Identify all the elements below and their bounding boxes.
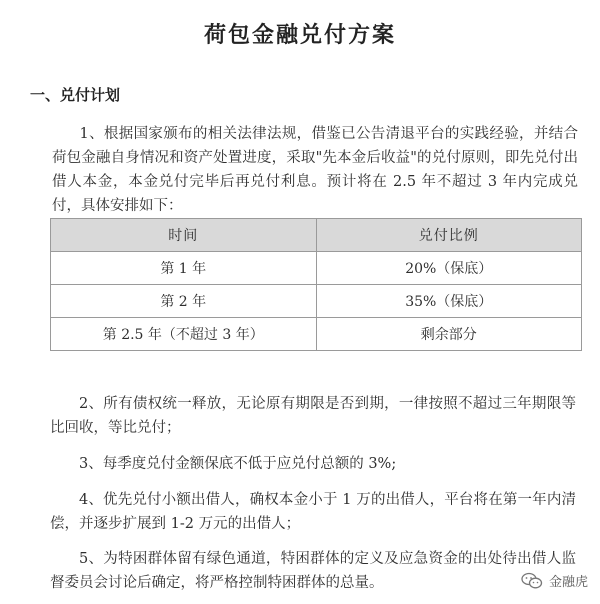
paragraph-5: 5、为特困群体留有绿色通道，特困群体的定义及应急资金的出处待出借人监督委员会讨论后确定，将严格控制特困群体的总量。 bbox=[50, 551, 576, 591]
table-header-row bbox=[51, 219, 582, 252]
watermark bbox=[521, 571, 588, 590]
cell-time: 第 1 年 bbox=[51, 252, 317, 285]
paragraph-3: 3、每季度兑付金额保底不低于应兑付总额的 3%; bbox=[79, 456, 397, 472]
table-row bbox=[51, 252, 582, 285]
cell-time: 第 2 年 bbox=[51, 285, 317, 318]
table-row bbox=[51, 318, 582, 351]
cell-ratio: 35%（保底） bbox=[316, 285, 582, 318]
paragraph-4: 4、优先兑付小额出借人，确权本金小于 1 万的出借人，平台将在第一年内清偿，并逐步扩展到 1-2 万元的出借人； bbox=[50, 492, 576, 532]
header-ratio: 兑付比例 bbox=[316, 219, 582, 252]
paragraph-1: 1、根据国家颁布的相关法律法规，借鉴已公告清退平台的实践经验，并结合荷包金融自身情况和资产处置进度，采取"先本金后收益"的兑付原则，即先兑付出借人本金，本金兑付完毕后再兑付利息。预计将在 2.5 年不超过 3 年内完成兑付，具体安排如下： bbox=[52, 126, 578, 214]
section-heading: 一、兑付计划 bbox=[30, 86, 121, 104]
cell-ratio: 剩余部分 bbox=[316, 318, 582, 351]
wechat-icon bbox=[521, 572, 543, 590]
header-time: 时间 bbox=[51, 219, 317, 252]
cell-time: 第 2.5 年（不超过 3 年） bbox=[51, 318, 317, 351]
document-title: 荷包金融兑付方案 bbox=[203, 22, 396, 48]
table-row bbox=[51, 285, 582, 318]
watermark-text: 金融虎 bbox=[548, 575, 588, 590]
payout-schedule-table bbox=[50, 218, 582, 351]
paragraph-2: 2、所有债权统一释放，无论原有期限是否到期，一律按照不超过三年期限等比回收，等比兑付； bbox=[50, 396, 576, 436]
cell-ratio: 20%（保底） bbox=[316, 252, 582, 285]
